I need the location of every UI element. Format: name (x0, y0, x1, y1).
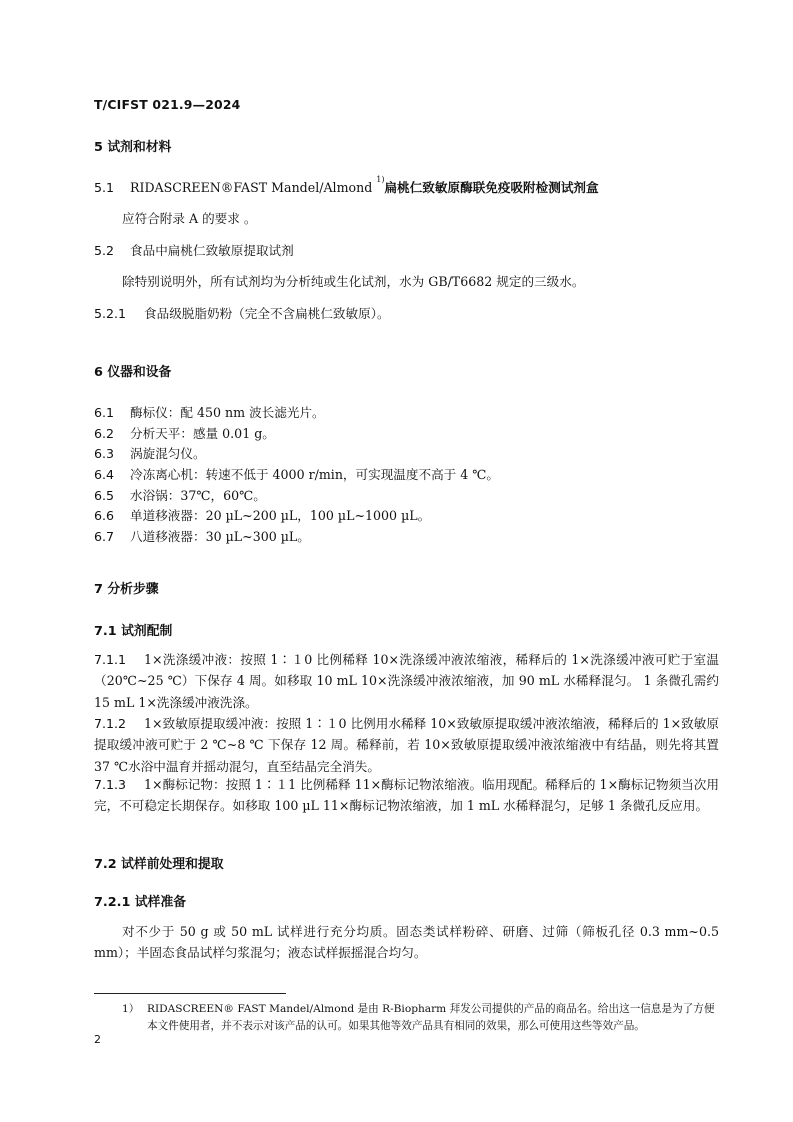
section-number: 7.1.1 (94, 652, 127, 667)
section-5-2-text: 除特别说明外，所有试剂均为分析纯或生化试剂，水为 GB/T6682 规定的三级水。 (122, 274, 585, 289)
list-item (94, 505, 499, 526)
paragraph-7-2-1: 对不少于 50 g 或 50 mL 试样进行充分均质。固态类试样粉碎、研磨、过筛（筛板孔径 0.3 mm~0.5 mm）；半固态食品试样匀浆混匀；液态试样振摇混合均匀。 (94, 924, 719, 961)
paragraph-7-1-2 (94, 713, 719, 777)
paragraph-text: 1×酶标记物：按照 1∶１1 比例稀释 11×酶标记物浓缩液。临用现配。稀释后的 1×酶标记物须当次用完，不可稳定长期保存。如移取 100 µL 11×酶标记物浓缩液，加 1 mL 水稀释混匀，足够 1 条微孔反应用。 (94, 777, 719, 814)
paragraph-7-1-1 (94, 649, 719, 713)
item-text: 单道移液器：20 µL~200 µL，100 µL~1000 µL。 (130, 508, 431, 524)
list-item (94, 423, 499, 444)
item-text: 八道移液器：30 µL~300 µL。 (130, 529, 310, 545)
section-number: 7.1.3 (94, 777, 127, 792)
footnote-ref: 1) (376, 175, 385, 184)
section-5-title: 5 试剂和材料 (94, 140, 172, 155)
item-text: 冷冻离心机：转速不低于 4000 r/min，可实现温度不高于 4 ℃。 (130, 467, 499, 483)
item-number: 6.4 (94, 467, 115, 483)
item-text: 涡旋混匀仪。 (130, 446, 206, 462)
page-number: 2 (94, 1033, 101, 1046)
section-7-title: 7 分析步骤 (94, 582, 159, 597)
item-number: 6.2 (94, 425, 115, 441)
section-5-2-1 (94, 303, 390, 322)
section-5-2-heading (94, 240, 294, 259)
item-number: 6.1 (94, 405, 115, 420)
equipment-list (94, 402, 499, 547)
item-text: 水浴锅：37℃，60℃。 (130, 487, 266, 503)
footnote (122, 1001, 722, 1034)
document-code: T/CIFST 021.9—2024 (94, 97, 241, 112)
section-number: 5.2 (94, 243, 115, 258)
item-text: 分析天平：感量 0.01 g。 (130, 425, 275, 441)
section-5-1-text: 应符合附录 A 的要求 。 (122, 211, 257, 226)
list-item (94, 526, 499, 547)
footnote-text: RIDASCREEN® FAST Mandel/Almond 是由 R-Biopharm 拜发公司提供的产品的商品名。给出这一信息是为了方便本文件使用者，并不表示对该产品的认可。如果其他等效产品具有相同的效果，那么可使用这些等效产品。 (147, 1003, 715, 1032)
section-7-2-title: 7.2 试样前处理和提取 (94, 857, 224, 872)
list-item (94, 443, 499, 464)
section-6-title: 6 仪器和设备 (94, 365, 172, 380)
section-5-2-1-text: 食品级脱脂奶粉（完全不含扁桃仁致敏原）。 (144, 306, 390, 321)
item-text: 酶标仪：配 450 nm 波长滤光片。 (130, 405, 325, 420)
item-number: 6.3 (94, 446, 115, 462)
item-number: 6.7 (94, 529, 115, 545)
paragraph-text: 1×致敏原提取缓冲液：按照 1∶１0 比例用水稀释 10×致敏原提取缓冲液浓缩液，稀释后的 1×致敏原提取缓冲液可贮于 2 ℃~8 ℃ 下保存 12 周。稀释前，若 10×致敏原提取缓冲液浓缩液中有结晶，则先将其置 37 ℃水浴中温育并摇动混匀，直至结晶完全消失。 (94, 716, 719, 774)
section-5-1-title: RIDASCREEN®FAST Mandel/Almond (130, 180, 377, 195)
section-5-1-heading (94, 177, 599, 196)
list-item (94, 485, 499, 506)
item-number: 6.6 (94, 508, 115, 524)
list-item (94, 464, 499, 485)
section-number: 5.1 (94, 180, 115, 195)
footnote-number: 1） (122, 1003, 140, 1015)
paragraph-7-1-3 (94, 774, 719, 817)
paragraph-text: 1×洗涤缓冲液：按照 1∶１0 比例稀释 10×洗涤缓冲液浓缩液，稀释后的 1×洗涤缓冲液可贮于室温（20℃~25 ℃）下保存 4 周。如移取 10 mL 10×洗涤缓冲液浓缩液，加 90 mL 水稀释混匀。 1 条微孔需约 15 mL 1×洗涤缓冲液洗涤。 (94, 652, 719, 710)
section-number: 7.1.2 (94, 716, 127, 731)
section-7-2-1-title: 7.2.1 试样准备 (94, 895, 187, 910)
section-7-1-title: 7.1 试剂配制 (94, 624, 173, 639)
section-5-1-title-cn: 扁桃仁致敏原酶联免疫吸附检测试剂盒 (384, 180, 599, 195)
section-number: 5.2.1 (94, 306, 127, 321)
list-item (94, 402, 499, 423)
item-number: 6.5 (94, 487, 115, 503)
footnote-divider (94, 993, 286, 994)
section-5-2-title: 食品中扁桃仁致敏原提取试剂 (130, 243, 294, 258)
